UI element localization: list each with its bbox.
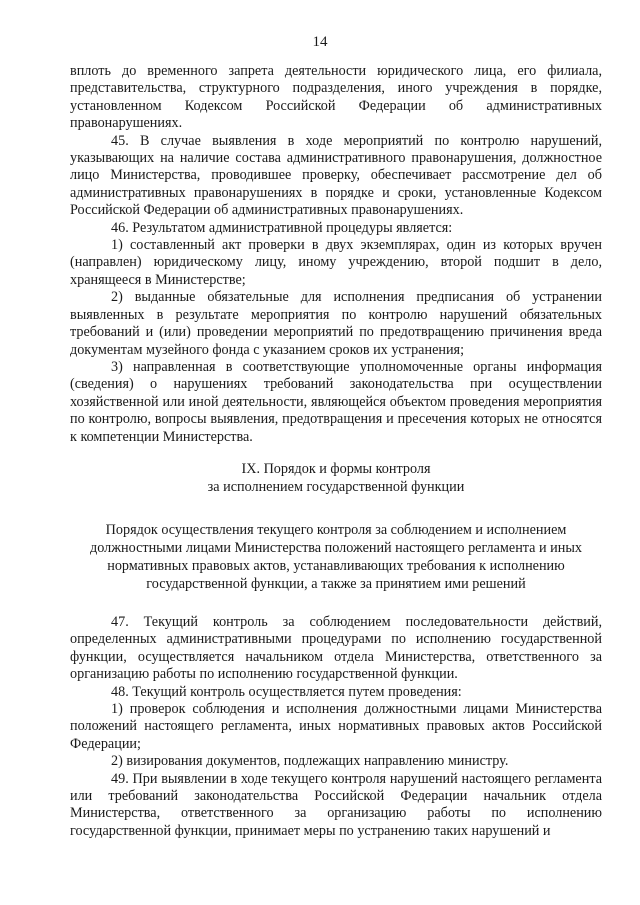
paragraph-46: 46. Результатом административной процедуры является: [111, 219, 453, 236]
paragraph-45: 45. В случае выявления в ходе мероприятий по контролю нарушений, указывающих на наличие состава административного правонарушения, должностное лицо Министерства, проводившее проверку, обеспечивает рассмотрение дел об административных правонарушениях в порядке и сроки, установленные Кодексом Российской Федерации об административных правонарушениях. [70, 132, 602, 219]
section-heading-line-1: IX. Порядок и формы контроля [241, 460, 431, 477]
section-heading [70, 460, 602, 496]
paragraph-continuation: вплоть до временного запрета деятельности юридического лица, его филиала, представительства, структурного подразделения, иного учреждения в порядке, установленном Кодексом Российской Федерации об административных правонарушениях. [70, 63, 602, 132]
section-heading-line-2: за исполнением государственной функции [207, 478, 465, 495]
paragraph-47: 47. Текущий контроль за соблюдением последовательности действий, определенных административными процедурами по исполнению государственной функции, осуществляется начальником отдела Министерства, ответственного за организацию работы по исполнению государственной функции. [70, 613, 602, 683]
subsection-heading [70, 521, 602, 593]
paragraph-46-item-2: 2) выданные обязательные для исполнения предписания об устранении выявленных в результате мероприятия по контролю нарушений обязательных требований и (или) проведении мероприятий по предотвращению причинения вреда документам музейного фонда с указанием сроков их устранения; [70, 289, 602, 358]
paragraph-49: 49. При выявлении в ходе текущего контроля нарушений настоящего регламента или требований законодательства Российской Федерации начальник отдела Министерства, ответственного за организацию работы по исполнению государственной функции, принимает меры по устранению таких нарушений и [70, 770, 602, 839]
document-body [70, 63, 602, 840]
paragraph-46-item-3: 3) направленная в соответствующие уполномоченные органы информация (сведения) о нарушениях требований законодательства при осуществлении хозяйственной или иной деятельности, являющейся объектом проведения мероприятия по контролю, вопросы выявления, предотвращения и пресечения которых не относятся к компетенции Министерства. [70, 358, 602, 445]
page-number: 14 [312, 34, 328, 50]
subsection-heading-line-2: должностными лицами Министерства положений настоящего регламента и иных [90, 539, 582, 556]
subsection-heading-line-4: государственной функции, а также за принятием ими решений [146, 575, 526, 592]
subsection-heading-line-3: нормативных правовых актов, устанавливающих требования к исполнению [107, 557, 565, 574]
paragraph-48: 48. Текущий контроль осуществляется путем проведения: [111, 683, 462, 700]
paragraph-46-item-1: 1) составленный акт проверки в двух экземплярах, один из которых вручен (направлен) юридическому лицу, иному учреждению, второй подшит в дело, хранящееся в Министерстве; [70, 237, 602, 288]
paragraph-48-item-2: 2) визирования документов, подлежащих направлению министру. [111, 753, 509, 770]
paragraph-48-item-1: 1) проверок соблюдения и исполнения должностными лицами Министерства положений настоящего регламента, иных нормативных правовых актов Российской Федерации; [70, 700, 602, 752]
subsection-heading-line-1: Порядок осуществления текущего контроля за соблюдением и исполнением [105, 521, 567, 538]
